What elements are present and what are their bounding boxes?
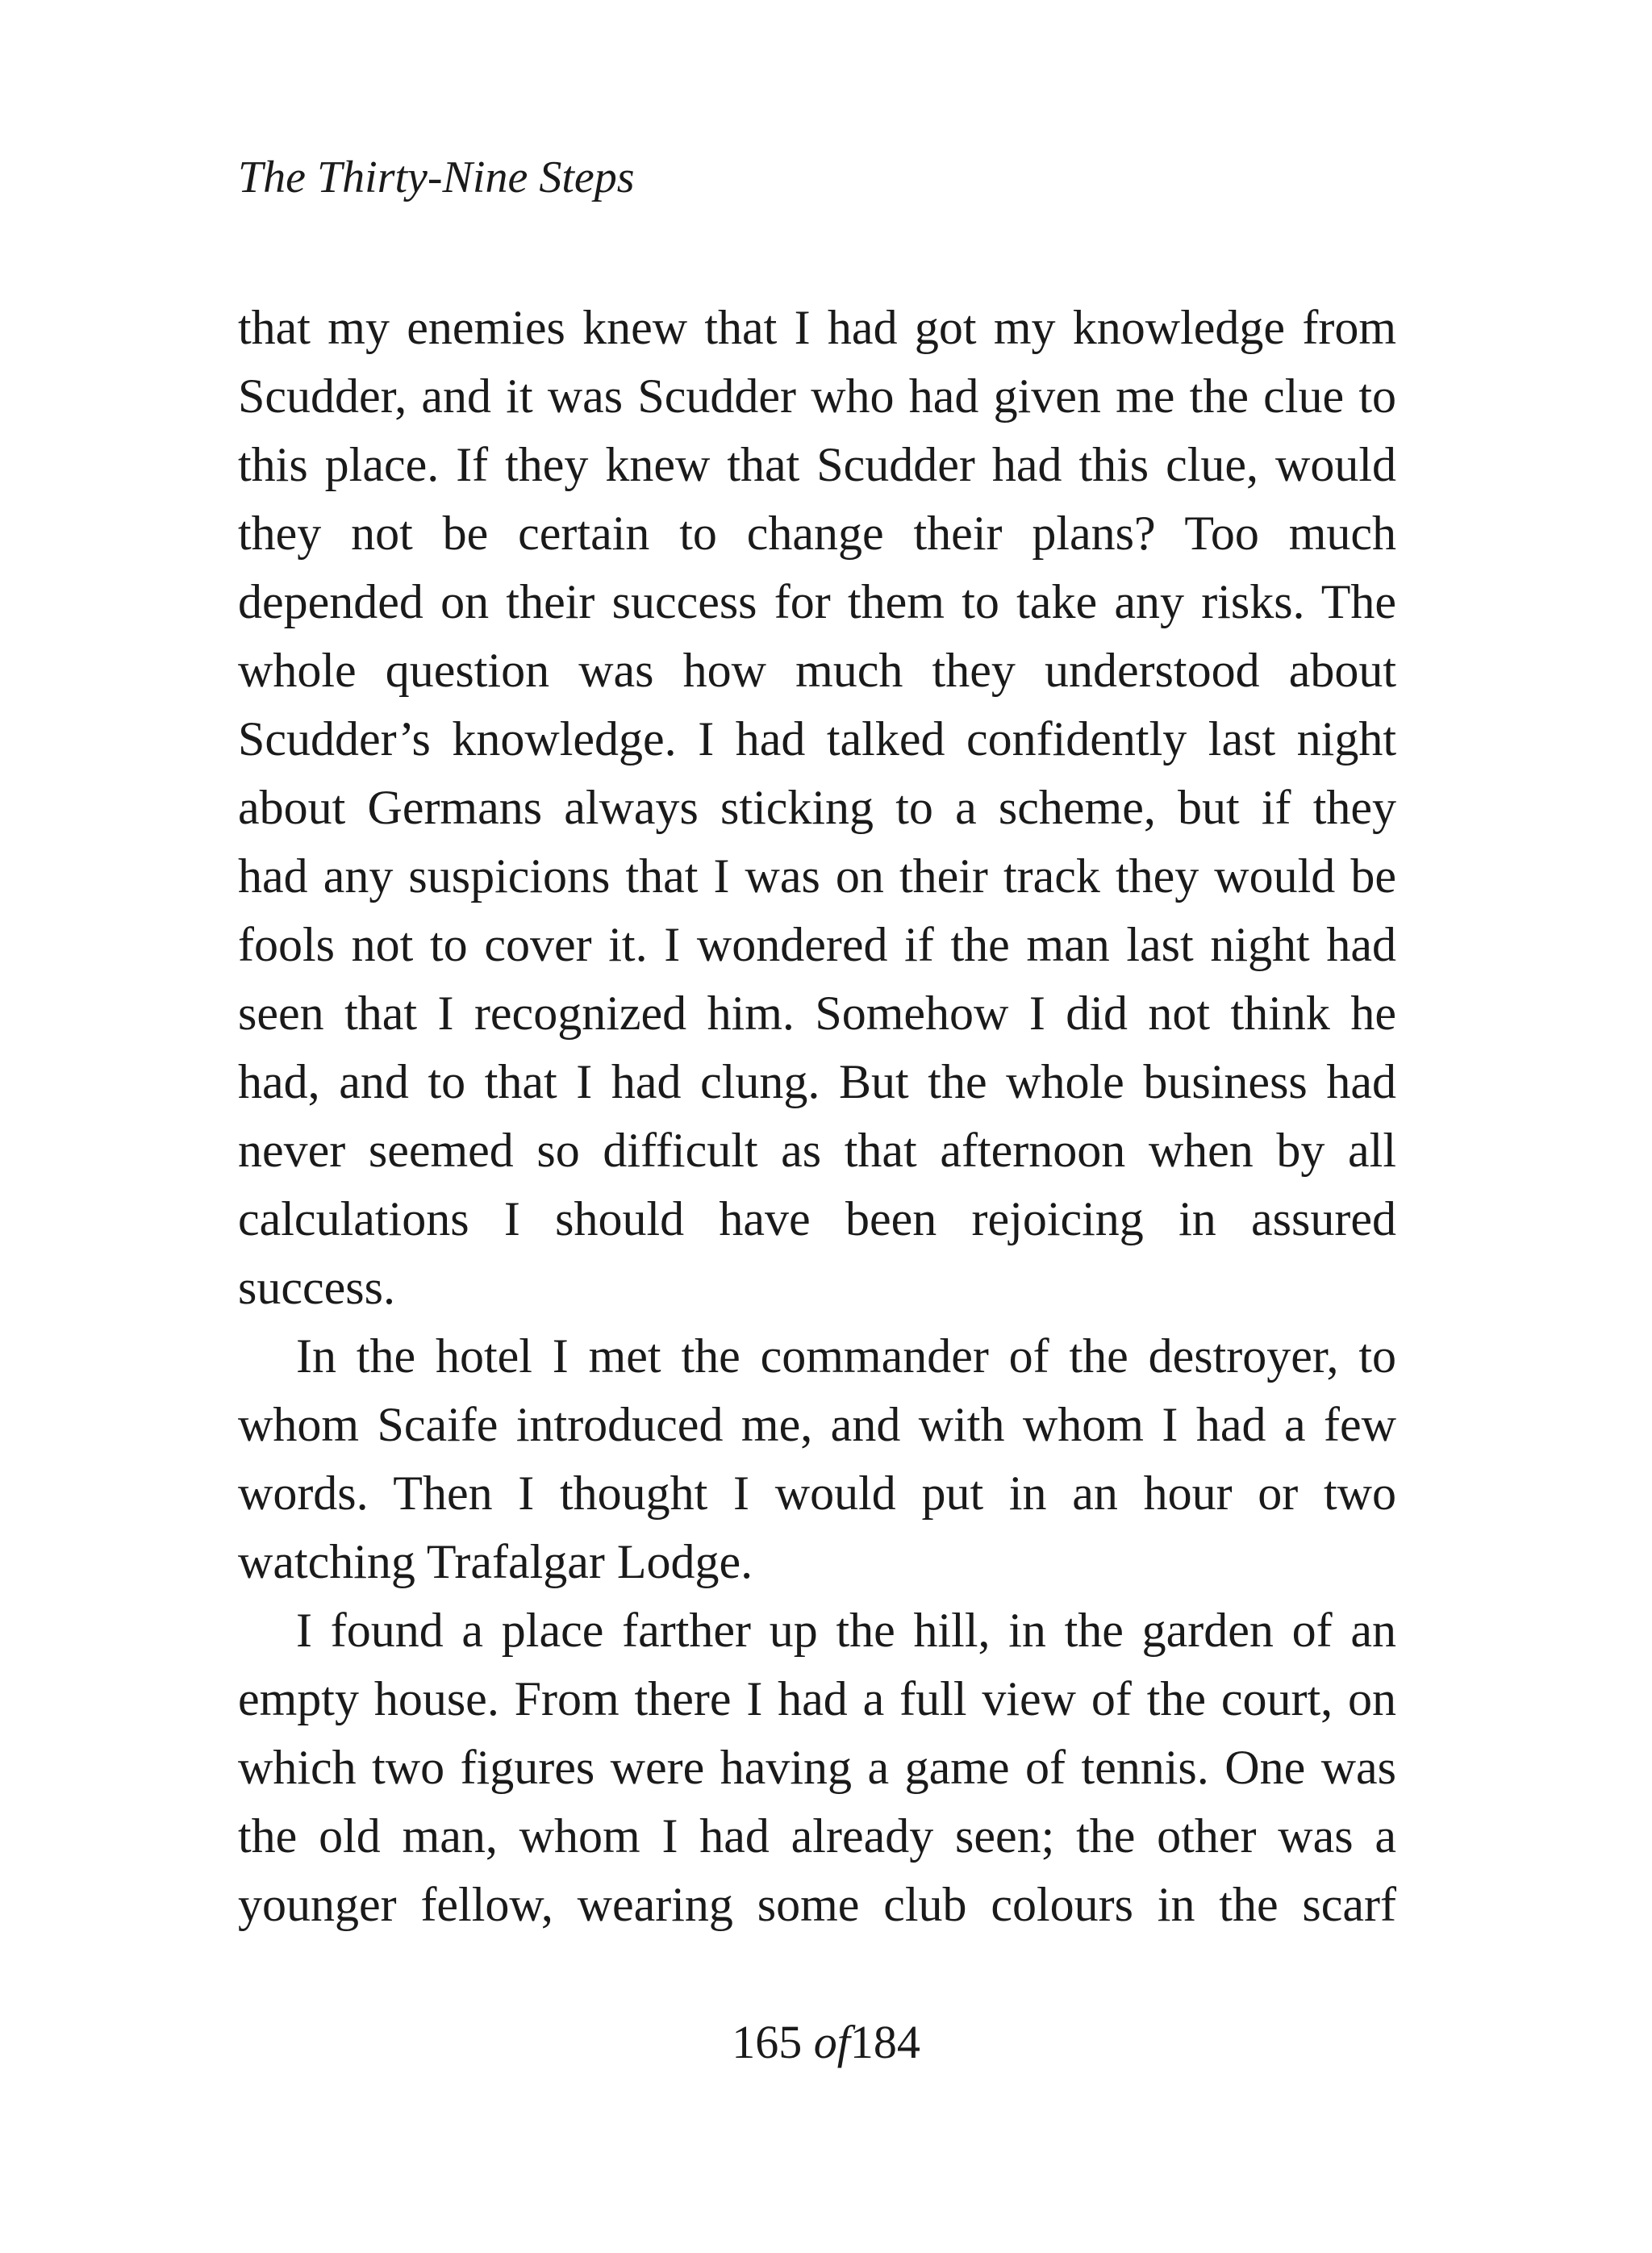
text-line: never seemed so difficult as that afternoon when by all <box>238 1124 1396 1177</box>
text-line: this place. If they knew that Scudder had this clue, would <box>238 438 1396 491</box>
page-of-label: of <box>813 2016 850 2068</box>
text-line: whom Scaife introduced me, and with whom I had a few <box>238 1398 1396 1451</box>
body-text <box>238 294 1396 1939</box>
paragraph-1 <box>238 294 1396 1322</box>
text-line: seen that I recognized him. Somehow I did not think he <box>238 987 1396 1040</box>
text-line: watching Trafalgar Lodge. <box>238 1535 753 1588</box>
text-line: about Germans always sticking to a scheme, but if they <box>238 781 1396 834</box>
paragraph-2 <box>238 1322 1396 1596</box>
text-line: depended on their success for them to take any risks. The <box>238 575 1396 628</box>
text-line: Scudder’s knowledge. I had talked confidently last night <box>238 712 1396 766</box>
total-pages-number: 184 <box>849 2016 920 2068</box>
text-line: Scudder, and it was Scudder who had given me the clue to <box>238 369 1396 423</box>
text-line: which two figures were having a game of tennis. One was <box>238 1741 1396 1794</box>
text-line: success. <box>238 1261 395 1314</box>
text-line: fools not to cover it. I wondered if the man last night had <box>238 918 1396 971</box>
text-line: calculations I should have been rejoicing in assured <box>238 1192 1396 1245</box>
text-line: In the hotel I met the commander of the destroyer, to <box>296 1329 1396 1383</box>
text-line: they not be certain to change their plans? Too much <box>238 507 1396 560</box>
page-number <box>0 2010 1652 2075</box>
text-line: that my enemies knew that I had got my knowledge from <box>238 301 1396 354</box>
text-line: younger fellow, wearing some club colours in the scarf <box>238 1878 1396 1931</box>
running-head-book-title: The Thirty-Nine Steps <box>238 152 635 202</box>
text-line: I found a place farther up the hill, in the garden of an <box>296 1604 1396 1657</box>
text-line: had any suspicions that I was on their track they would be <box>238 849 1396 903</box>
text-line: whole question was how much they understood about <box>238 644 1396 697</box>
text-line: the old man, whom I had already seen; the other was a <box>238 1809 1396 1863</box>
text-line: words. Then I thought I would put in an hour or two <box>238 1467 1396 1520</box>
text-line: empty house. From there I had a full view of the court, on <box>238 1672 1396 1725</box>
current-page-number: 165 <box>732 2016 803 2068</box>
paragraph-3 <box>238 1596 1396 1939</box>
text-line: had, and to that I had clung. But the whole business had <box>238 1055 1396 1108</box>
